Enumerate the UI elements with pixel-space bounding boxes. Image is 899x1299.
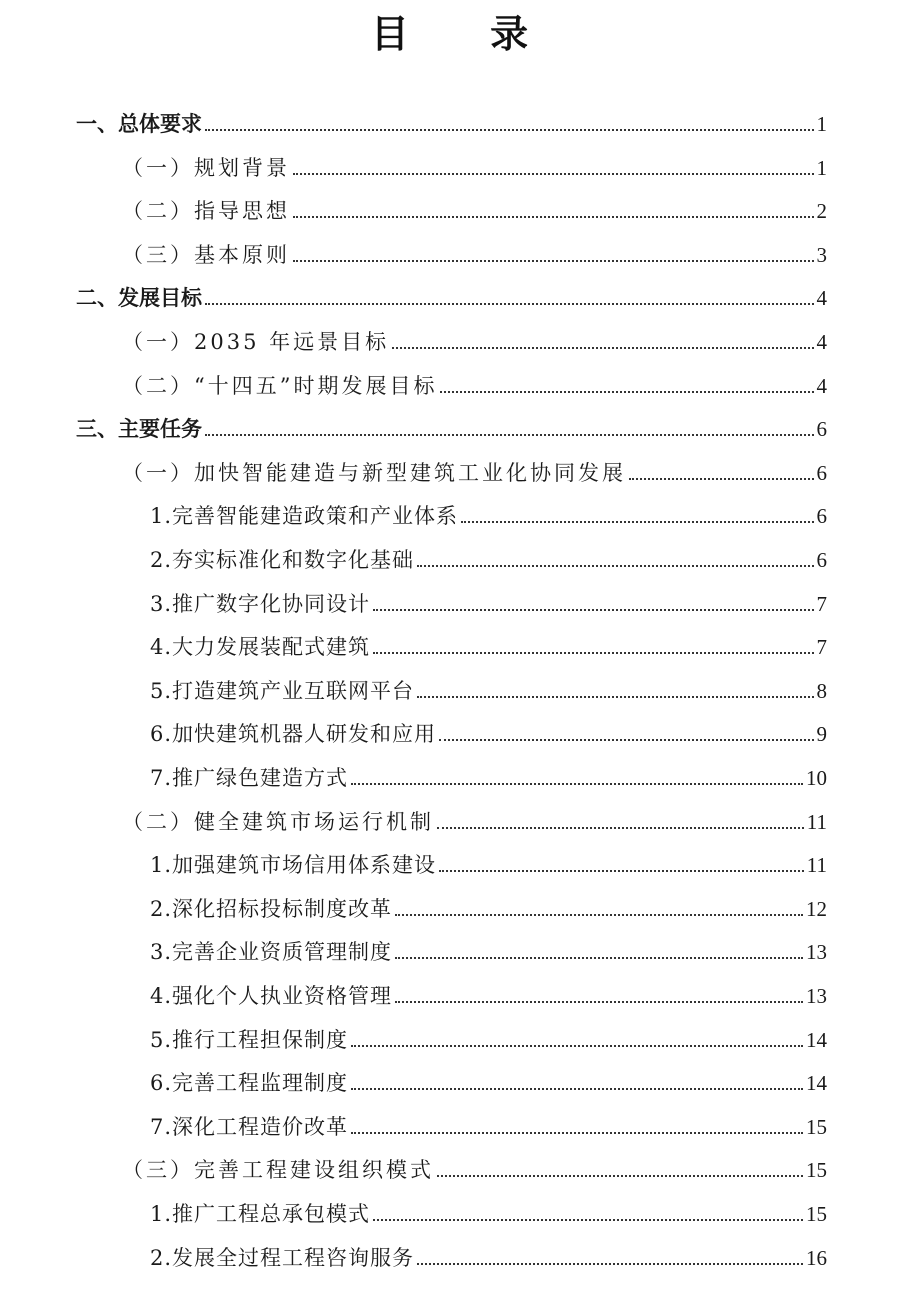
toc-entry[interactable] [0, 924, 827, 968]
toc-page-number: 14 [806, 1071, 827, 1096]
toc-entry[interactable] [0, 445, 827, 489]
toc-entry-label: （三）基本原则 [122, 242, 290, 267]
toc-entry-label: 6.加快建筑机器人研发和应用 [150, 722, 437, 747]
dot-leader [417, 565, 813, 567]
dot-leader [351, 1132, 803, 1134]
toc-entry[interactable] [0, 1230, 827, 1274]
dot-leader [461, 521, 813, 523]
toc-page-number: 7 [816, 635, 827, 660]
toc-entry[interactable] [0, 1099, 827, 1143]
toc-page-number: 2 [816, 199, 827, 224]
toc-page-number: 11 [806, 809, 827, 834]
toc-entry-label: 3.完善企业资质管理制度 [150, 940, 393, 965]
toc-entry-label: 一、总体要求 [76, 112, 202, 136]
toc-entry-label: 5.打造建筑产业互联网平台 [150, 678, 415, 703]
toc-page-number: 11 [806, 853, 827, 878]
dot-leader [373, 652, 813, 654]
toc-page-number: 15 [806, 1114, 827, 1139]
dot-leader [395, 1001, 803, 1003]
toc-entry[interactable] [0, 270, 827, 314]
toc-entry-label: 4.大力发展装配式建筑 [150, 635, 371, 660]
dot-leader [437, 1175, 803, 1177]
toc-entry[interactable] [0, 881, 827, 925]
toc-entry-label: （一）2035 年远景目标 [122, 330, 390, 354]
dot-leader [293, 173, 814, 175]
dot-leader [205, 129, 814, 131]
toc-entry[interactable] [0, 183, 827, 227]
toc-entry[interactable] [0, 1186, 827, 1230]
dot-leader [205, 434, 814, 436]
dot-leader [293, 216, 814, 218]
toc-page-number: 6 [816, 417, 827, 442]
dot-leader [205, 303, 814, 305]
toc-entry-label: 2.夯实标准化和数字化基础 [150, 548, 415, 572]
dot-leader [293, 260, 814, 262]
dot-leader [351, 1088, 803, 1090]
toc-page-number: 1 [816, 155, 827, 180]
toc-entry-label: 5.推行工程担保制度 [150, 1027, 349, 1052]
dot-leader [351, 783, 803, 785]
toc-page-number: 4 [816, 330, 827, 354]
toc-entry[interactable] [0, 663, 827, 707]
toc-page-number: 3 [816, 242, 827, 267]
toc-page-number: 13 [806, 984, 827, 1008]
dot-leader [417, 1263, 803, 1265]
toc-entry[interactable] [0, 1012, 827, 1056]
toc-entry-label: （二）健全建筑市场运行机制 [122, 809, 434, 834]
toc-page-number: 1 [816, 112, 827, 136]
dot-leader [417, 696, 813, 698]
dot-leader [629, 478, 814, 480]
toc-entry-label: （一）加快智能建造与新型建筑工业化协同发展 [122, 460, 626, 485]
toc-page-number: 7 [816, 591, 827, 616]
page-title: 目 录 [370, 12, 563, 56]
toc-entry[interactable] [0, 968, 827, 1012]
toc-entry[interactable] [0, 619, 827, 663]
toc-entry-label: （二）指导思想 [122, 199, 290, 224]
dot-leader [437, 827, 804, 829]
dot-leader [440, 391, 813, 393]
toc-entry-label: 1.完善智能建造政策和产业体系 [150, 504, 459, 529]
toc-page-number: 6 [816, 548, 827, 572]
toc-page-number: 13 [806, 940, 827, 965]
toc-page-number: 6 [816, 460, 827, 485]
toc-entry[interactable] [0, 750, 827, 794]
toc-entry[interactable] [0, 140, 827, 184]
toc-entry-label: 二、发展目标 [76, 286, 202, 311]
toc-page-number: 4 [816, 373, 827, 398]
toc-entry[interactable] [0, 488, 827, 532]
toc-entry[interactable] [0, 794, 827, 838]
toc-entry-label: 1.推广工程总承包模式 [150, 1202, 371, 1226]
toc-entry[interactable] [0, 1142, 827, 1186]
toc-page-number: 6 [816, 504, 827, 529]
dot-leader [395, 957, 803, 959]
toc-entry[interactable] [0, 314, 827, 358]
toc-entry-label: 4.强化个人执业资格管理 [150, 984, 393, 1008]
toc-page-number: 4 [816, 286, 827, 311]
dot-leader [392, 347, 813, 349]
toc-entry-label: 7.深化工程造价改革 [150, 1114, 349, 1139]
toc-entry[interactable] [0, 576, 827, 620]
dot-leader [439, 739, 813, 741]
toc-entry-label: 7.推广绿色建造方式 [150, 766, 349, 790]
toc-entry-label: 3.推广数字化协同设计 [150, 591, 371, 616]
dot-leader [373, 609, 813, 611]
toc-entry-label: 三、主要任务 [76, 417, 202, 442]
toc-page-number: 8 [816, 678, 827, 703]
toc-entry-label: 6.完善工程监理制度 [150, 1071, 349, 1096]
toc-entry[interactable] [0, 532, 827, 576]
toc-entry-label: （一）规划背景 [122, 155, 290, 180]
toc-page-number: 14 [806, 1027, 827, 1052]
toc-page-number: 15 [806, 1202, 827, 1226]
dot-leader [373, 1219, 803, 1221]
toc-entry[interactable] [0, 96, 827, 140]
toc-entry-label: 2.深化招标投标制度改革 [150, 896, 393, 921]
toc-entry[interactable] [0, 401, 827, 445]
toc-entry[interactable] [0, 706, 827, 750]
dot-leader [351, 1045, 803, 1047]
toc-entry[interactable] [0, 1055, 827, 1099]
toc-page-number: 16 [806, 1245, 827, 1270]
toc-entry[interactable] [0, 227, 827, 271]
toc-page-number: 10 [806, 766, 827, 790]
toc-page-number: 9 [816, 722, 827, 747]
toc-entry-label: 1.加强建筑市场信用体系建设 [150, 853, 437, 878]
toc-entry[interactable] [0, 837, 827, 881]
dot-leader [395, 914, 803, 916]
toc-page-number: 12 [806, 896, 827, 921]
dot-leader [439, 870, 804, 872]
toc-entry-label: （三）完善工程建设组织模式 [122, 1158, 434, 1183]
toc-entry-label: （二）“十四五”时期发展目标 [122, 373, 438, 398]
toc-entry-label: 2.发展全过程工程咨询服务 [150, 1245, 415, 1270]
toc-entry[interactable] [0, 358, 827, 402]
toc-page-number: 15 [806, 1158, 827, 1183]
